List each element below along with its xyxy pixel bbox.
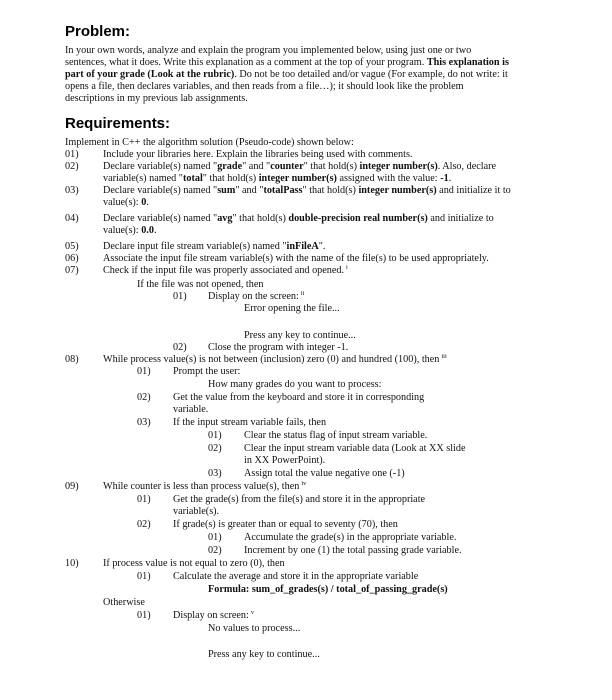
step-text: variable. [173,404,209,415]
footnote-marker: iii [441,353,447,360]
footnote-marker: i [346,264,348,271]
step-number: 01) [173,291,187,302]
step-number: 07) [65,265,79,276]
step-text: If grade(s) is greater than or equal to seventy (70), then [173,519,398,530]
step-text: Declare input file stream variable(s) named "inFileA". [103,241,326,252]
step-number: 01) [65,149,79,160]
requirements-intro: Implement in C++ the algorithm solution (Pseudo-code) shown below: [65,137,354,148]
footnote-marker: v [250,609,255,616]
step-number: 10) [65,558,79,569]
step-number: 01) [137,366,151,377]
problem-line-1: In your own words, analyze and explain the program you implemented below, using just one or two [65,45,472,56]
screen-output-text: No values to process... [208,623,301,634]
step-number: 02) [65,161,79,172]
step-text: If process value is not equal to zero (0), then [103,558,285,569]
step-text: Clear the input stream variable data (Look at XX slide [244,443,466,454]
formula-text: Formula: sum_of_grades(s) / total_of_passing_grade(s) [208,584,448,595]
problem-line-2: sentences, what it does. Write this explanation as a comment at the top of your program. This explanation is [65,57,509,68]
step-text: If the file was not opened, then [137,279,264,290]
step-number: 05) [65,241,79,252]
step-text: While process value(s) is not between (inclusion) zero (0) and hundred (100), then $^{iii}$ [103,353,447,365]
step-text: Declare variable(s) named "sum" and "totalPass" that hold(s) integer number(s) and initialize it to [103,185,511,196]
step-number: 02) [137,392,151,403]
step-text: Otherwise [103,597,145,608]
step-number: 03) [137,417,151,428]
step-text: Accumulate the grade(s) in the appropriate variable. [244,532,457,543]
step-number: 01) [137,571,151,582]
problem-line-3: part of your grade (Look at the rubric). Do not be too detailed and/or vague (For example, do not write: it [65,69,508,80]
step-text: Get the value from the keyboard and store it in corresponding [173,392,425,403]
step-number: 01) [208,430,222,441]
problem-line-5: descriptions in my previous lab assignments. [65,93,248,104]
step-number: 08) [65,354,79,365]
step-text: Increment by one (1) the total passing grade variable. [244,545,462,556]
step-text: Display on screen: $^v$ [173,609,255,621]
step-number: 02) [173,342,187,353]
step-text: While counter is less than process value(s), then $^{iv}$ [103,480,307,492]
step-text: Get the grade(s) from the file(s) and store it in the appropriate [173,494,426,505]
step-text: Check if the input file was properly associated and opened. $^i$ [103,264,348,276]
step-text: variable(s). [173,506,220,517]
footnote-marker: ii [300,290,305,297]
step-number: 04) [65,213,79,224]
step-text: Declare variable(s) named "avg" that hold(s) double-precision real number(s) and initialize to [103,213,494,224]
step-number: 01) [137,494,151,505]
step-number: 01) [208,532,222,543]
step-number: 02) [208,443,222,454]
step-number: 02) [208,545,222,556]
requirements-heading: Requirements: [65,115,171,132]
screen-output-text: Press any key to continue... [244,330,356,341]
step-text: Calculate the average and store it in the appropriate variable [173,571,419,582]
step-text: Display on the screen: $^{ii}$ [208,290,305,302]
step-text: Prompt the user: [173,366,241,377]
step-number: 01) [137,610,151,621]
screen-output-text: Press any key to continue... [208,649,320,660]
step-text: in XX PowerPoint). [244,455,326,466]
step-text: Declare variable(s) named "grade" and "counter" that hold(s) integer number(s). Also, declare [103,161,497,172]
step-text: variable(s) named "total" that hold(s) integer number(s) assigned with the value: -1. [103,173,452,184]
step-text: Clear the status flag of input stream variable. [244,430,428,441]
step-number: 03) [65,185,79,196]
footnote-marker: iv [301,480,307,487]
step-text: value(s): 0.0. [103,225,157,236]
step-number: 06) [65,253,79,264]
step-text: Associate the input file stream variable(s) with the name of the file(s) to be used appropriately. [103,253,489,264]
step-text: value(s): 0. [103,197,149,208]
step-text: If the input stream variable fails, then [173,417,327,428]
problem-line-4: opens a file, then declares variables, and then reads from a file…); it should look like the problem [65,81,464,92]
step-text: Close the program with integer -1. [208,342,349,353]
step-text: Assign total the value negative one (-1) [244,468,405,479]
problem-heading: Problem: [65,23,131,40]
screen-output-text: Error opening the file... [244,303,340,314]
screen-output-text: How many grades do you want to process: [208,379,382,390]
step-text: Include your libraries here. Explain the libraries being used with comments. [103,149,413,160]
step-number: 09) [65,481,79,492]
step-number: 02) [137,519,151,530]
step-number: 03) [208,468,222,479]
